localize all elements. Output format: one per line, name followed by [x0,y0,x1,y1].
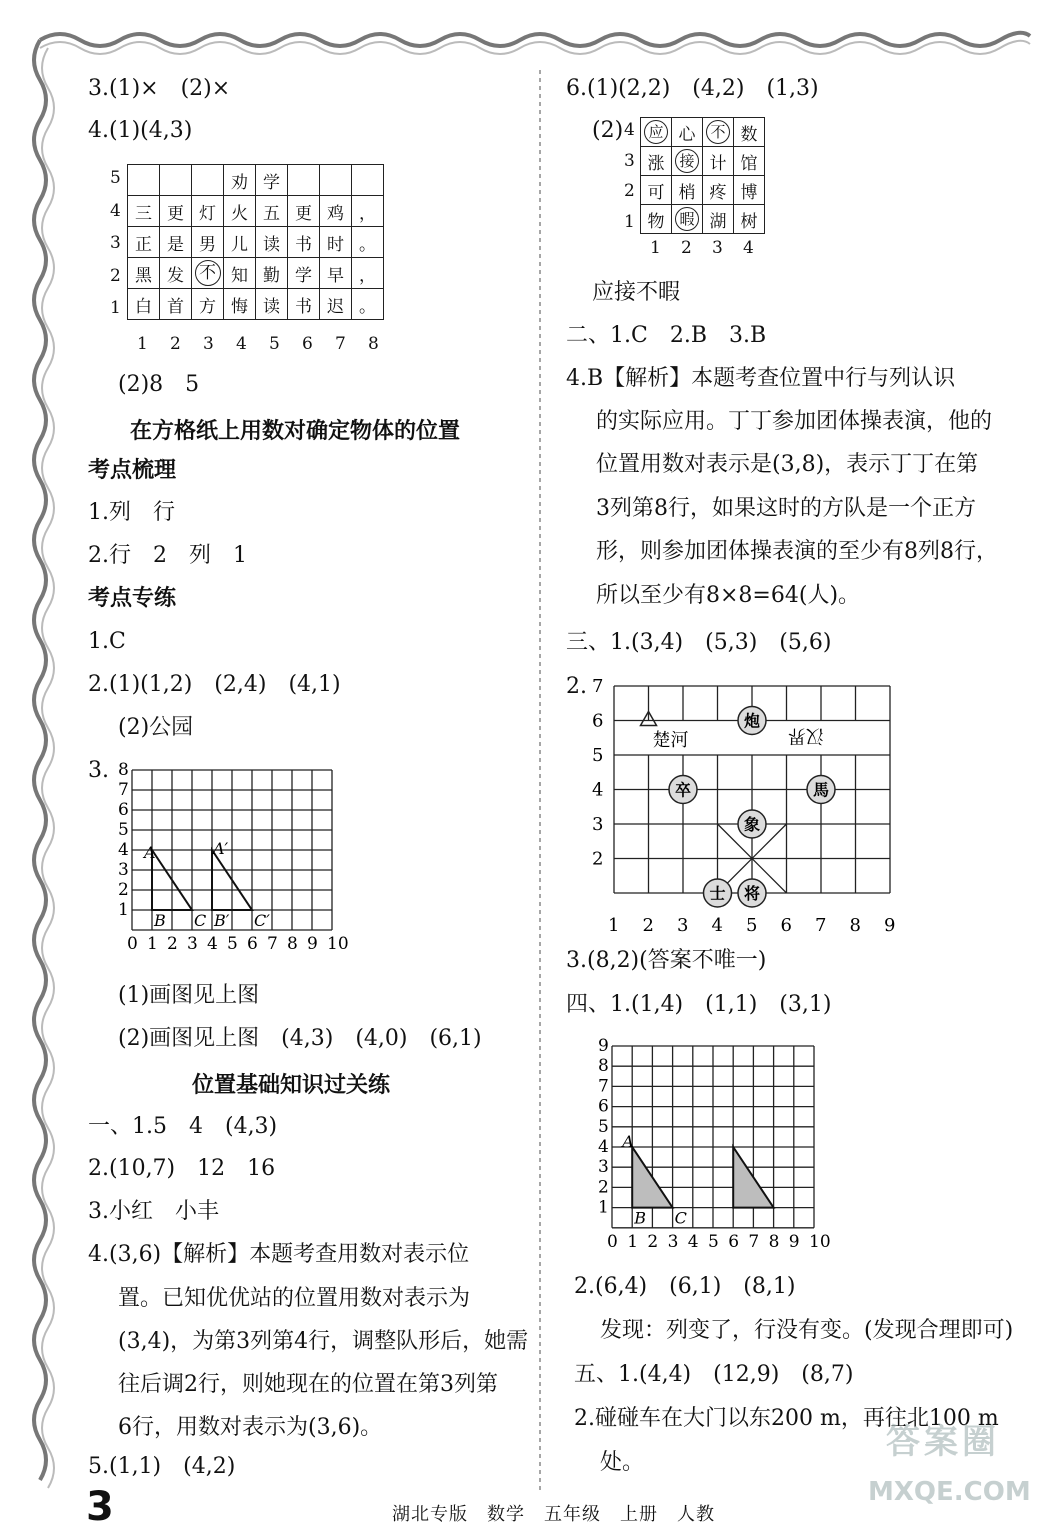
y-tick-label: 7 [118,780,129,800]
x-tick-label: 4 [207,934,218,954]
y-tick-label: 6 [592,710,604,732]
poem-cell: 读 [256,289,288,320]
ans-6-2: (2) [592,118,624,143]
ans-4-1: 4.(1)(4,3) [88,118,193,143]
y-tick-label: 5 [592,745,604,766]
point-label: B [634,1208,646,1228]
poem-cell: 勤 [256,258,288,289]
poem-cell: 黑 [128,258,160,289]
x-tick-label: 6 [728,1231,740,1252]
char-cell: 可 [641,176,672,205]
river-label-chu: 楚河 [652,729,689,751]
poem-cell: 火 [224,196,256,227]
poem-row-label: 2 [110,265,121,286]
point-label: C′ [254,911,270,930]
char-row-label: 4 [624,120,635,140]
poem-cell: 书 [288,227,320,258]
char-cell: 树 [734,205,765,234]
x-tick-label: 8 [287,934,298,954]
poem-col-label: 6 [302,334,313,354]
x-tick-label: 3 [677,915,689,934]
ans-5-1: 五、1.(4,4) (12,9) (8,7) [574,1362,854,1387]
x-tick-label: 3 [187,934,198,954]
ans-kz-3-1: (1)画图见上图 [118,983,260,1008]
char-cell [672,147,703,176]
grid-triangle-2 [590,1036,840,1258]
char-cell: 数 [734,118,765,147]
chess-piece-label: 士 [709,884,726,903]
chess-piece-label: 炮 [743,711,761,731]
poem-col-label: 4 [236,334,247,354]
poem-cell: 学 [256,165,288,196]
y-tick-label: 1 [118,900,129,920]
x-tick-label: 2 [642,915,654,934]
watermark-logo: 答案圈 MXQE.COM [868,1422,1031,1507]
poem-col-label: 1 [137,334,148,354]
char-col-label: 4 [743,238,754,258]
poem-cell: 迟 [320,289,352,320]
poem-cell: 方 [192,289,224,320]
ans-kz-1: 1.C [88,629,126,654]
char-cell: 博 [734,176,765,205]
y-tick-label: 7 [592,676,604,697]
heading-kaodian-shuli: 考点梳理 [88,458,177,483]
ans-2-4: 4.B【解析】本题考查位置中行与列认识 [566,366,956,391]
poem-cell: 儿 [224,227,256,258]
chess-board [590,672,910,934]
poem-cell [320,165,352,196]
ans-4-2-finding: 发现：列变了，行没有变。(发现合理即可) [600,1318,1014,1343]
circled-char: 暇 [675,207,699,231]
ans-1-4-line3: (3,4)，为第3列第4行，调整队形后，她需 [118,1329,529,1354]
x-tick-label: 2 [167,934,178,954]
ans-6-2-answer: 应接不暇 [592,280,681,305]
point-label: A [144,843,156,862]
y-tick-label: 3 [118,860,129,880]
char-cell: 涨 [641,147,672,176]
ans-2-4-line6: 所以至少有8×8=64(人)。 [596,583,861,608]
poem-row-label: 3 [110,233,121,253]
ans-3-1: 三、1.(3,4) (5,3) (5,6) [566,630,832,655]
ans-2: 二、1.C 2.B 3.B [566,323,767,348]
ans-1-1: 一、1.5 4 (4,3) [88,1114,278,1139]
x-tick-label: 1 [608,915,620,934]
poem-cell: 更 [160,196,192,227]
x-tick-label: 7 [267,934,278,954]
ans-2-4-line4: 3列第8行，如果这时的方队是一个正方 [596,496,976,521]
ans-1-5: 5.(1,1) (4,2) [88,1454,236,1479]
char-row-label: 1 [624,211,635,232]
char-row-label: 3 [624,150,635,171]
char-grid [640,117,765,234]
poem-cell: 劝 [224,165,256,196]
ans-kz-2: 2.(1)(1,2) (2,4) (4,1) [88,672,341,697]
section-title-1: 在方格纸上用数对确定物体的位置 [130,419,461,444]
x-tick-label: 10 [809,1231,831,1252]
x-tick-label: 7 [815,915,827,934]
x-tick-label: 8 [768,1231,780,1252]
point-label: C [194,911,207,930]
poem-cell: 五 [256,196,288,227]
poem-cell: 正 [128,227,160,258]
ans-2-4-line2: 的实际应用。丁丁参加团体操表演，他的 [596,409,993,434]
char-cell: 计 [703,147,734,176]
ans-4-2-right: 2.(6,4) (6,1) (8,1) [574,1274,796,1299]
ans-1-2: 2.(10,7) 12 16 [88,1156,276,1181]
ans-3-2: 2. [566,674,587,699]
ans-kd-1: 1.列 行 [88,500,175,525]
poem-row-label: 5 [110,168,121,188]
char-cell: 梢 [672,176,703,205]
char-cell [703,118,734,147]
char-cell [672,205,703,234]
poem-col-label: 7 [335,334,346,354]
ans-kz-2-2: (2)公园 [118,715,194,740]
x-tick-label: 1 [147,934,158,954]
y-tick-label: 6 [598,1096,609,1117]
ans-4-2: (2)8 5 [118,372,200,397]
circled-char: 应 [644,120,668,144]
poem-cell: 发 [160,258,192,289]
ans-3: 3.(1)× (2)× [88,76,231,101]
y-tick-label: 7 [598,1076,609,1097]
y-tick-label: 4 [118,840,129,860]
y-tick-label: 5 [598,1116,609,1137]
x-tick-label: 1 [627,1231,639,1252]
char-col-label: 1 [650,238,661,258]
poem-row-label: 1 [110,298,121,318]
poem-cell: 。 [352,289,384,320]
poem-cell: 白 [128,289,160,320]
x-tick-label: 5 [746,915,758,934]
poem-cell [128,165,160,196]
ans-5-2: 2.碰碰车在大门以东200 m，再往北100 m [574,1406,999,1431]
ans-1-3: 3.小红 小丰 [88,1199,219,1224]
y-tick-label: 8 [598,1056,609,1077]
ans-5-2-line2: 处。 [600,1450,645,1475]
x-tick-label: 10 [327,934,349,954]
ans-kz-3-2: (2)画图见上图 (4,3) (4,0) (6,1) [118,1026,482,1051]
point-label: C [674,1208,687,1228]
x-tick-label: 9 [307,934,318,954]
char-cell: 馆 [734,147,765,176]
poem-cell: 书 [288,289,320,320]
y-tick-label: 2 [598,1177,609,1198]
x-tick-label: 5 [708,1231,719,1252]
point-label: B [154,911,166,930]
poem-cell: 读 [256,227,288,258]
x-tick-label: 2 [647,1231,659,1252]
poem-cell: 学 [288,258,320,289]
poem-cell [288,165,320,196]
circled-char: 不 [195,260,221,286]
poem-cell: 鸡 [320,196,352,227]
x-tick-label: 6 [247,934,258,954]
poem-cell: ， [352,196,384,227]
grid-triangle-1 [110,760,370,970]
chess-piece-label: 卒 [674,780,692,800]
char-col-label: 3 [712,238,723,258]
ans-2-4-line5: 形，则参加团体操表演的至少有8列8行， [596,539,998,564]
poem-col-label: 3 [203,334,214,354]
poem-row-label: 4 [110,200,121,221]
poem-cell: 三 [128,196,160,227]
ans-kz-3: 3. [88,758,109,783]
poem-cell: 男 [192,227,224,258]
ans-2-4-line3: 位置用数对表示是(3,8)，表示丁丁在第 [596,452,979,477]
y-tick-label: 5 [118,820,129,840]
char-cell: 心 [672,118,703,147]
poem-col-label: 8 [368,334,379,354]
y-tick-label: 2 [592,848,604,870]
poem-cell [192,165,224,196]
y-tick-label: 2 [118,880,129,900]
x-tick-label: 4 [711,915,723,934]
y-tick-label: 3 [598,1157,609,1178]
x-tick-label: 3 [667,1231,679,1252]
poem-cell: 悔 [224,289,256,320]
x-tick-label: 0 [127,934,138,954]
page-number: 3 [86,1484,114,1530]
x-tick-label: 4 [687,1231,699,1252]
char-col-label: 2 [681,238,692,258]
poem-grid [127,164,384,320]
poem-cell: 灯 [192,196,224,227]
ans-1-4: 4.(3,6)【解析】本题考查用数对表示位 [88,1242,470,1267]
point-label: A [622,1132,634,1151]
ans-1-4-line5: 6行，用数对表示为(3,6)。 [118,1415,383,1440]
y-tick-label: 9 [598,1036,609,1056]
poem-cell: 更 [288,196,320,227]
ans-6-1: 6.(1)(2,2) (4,2) (1,3) [566,76,819,101]
poem-col-label: 5 [269,334,280,354]
poem-cell: 知 [224,258,256,289]
circled-char: 接 [675,149,699,173]
poem-cell: 时 [320,227,352,258]
y-tick-label: 1 [598,1197,609,1218]
x-tick-label: 9 [884,915,896,934]
x-tick-label: 9 [788,1231,800,1252]
y-tick-label: 6 [118,800,129,820]
chess-piece-label: 象 [743,815,761,834]
x-tick-label: 6 [780,915,792,934]
x-tick-label: 5 [227,934,238,954]
poem-cell [160,165,192,196]
char-row-label: 2 [624,181,635,201]
y-tick-label: 8 [118,760,129,780]
y-tick-label: 3 [592,814,604,835]
char-cell: 湖 [703,205,734,234]
circled-char: 不 [706,120,730,144]
heading-kaodian-zhuanlian: 考点专练 [88,586,177,611]
ans-kd-2: 2.行 2 列 1 [88,543,247,568]
poem-cell [352,165,384,196]
x-tick-label: 8 [849,915,861,934]
footer-text: 湖北专版 数学 五年级 上册 人教 [392,1504,715,1525]
ans-3-3: 3.(8,2)(答案不唯一) [566,948,767,973]
char-cell [641,118,672,147]
poem-cell: 。 [352,227,384,258]
point-label: B′ [214,911,230,930]
x-tick-label: 7 [748,1231,760,1252]
poem-cell: 早 [320,258,352,289]
chess-piece-label: 馬 [812,780,830,800]
poem-cell: 首 [160,289,192,320]
chess-piece-label: 将 [743,884,761,903]
section-title-2: 位置基础知识过关练 [192,1073,391,1098]
ans-4-1-right: 四、1.(1,4) (1,1) (3,1) [566,992,832,1017]
y-tick-label: 4 [592,779,604,801]
poem-cell [192,258,224,289]
point-label: A′ [213,839,229,858]
char-cell: 疼 [703,176,734,205]
river-label-han: 汉界 [787,724,824,746]
ans-1-4-line4: 往后调2行，则她现在的位置在第3列第 [118,1372,498,1397]
y-tick-label: 4 [598,1137,609,1157]
x-tick-label: 0 [607,1231,618,1252]
poem-cell: ， [352,258,384,289]
char-cell: 物 [641,205,672,234]
poem-cell: 是 [160,227,192,258]
poem-col-label: 2 [170,334,181,354]
ans-1-4-line2: 置。已知优优站的位置用数对表示为 [118,1286,471,1311]
